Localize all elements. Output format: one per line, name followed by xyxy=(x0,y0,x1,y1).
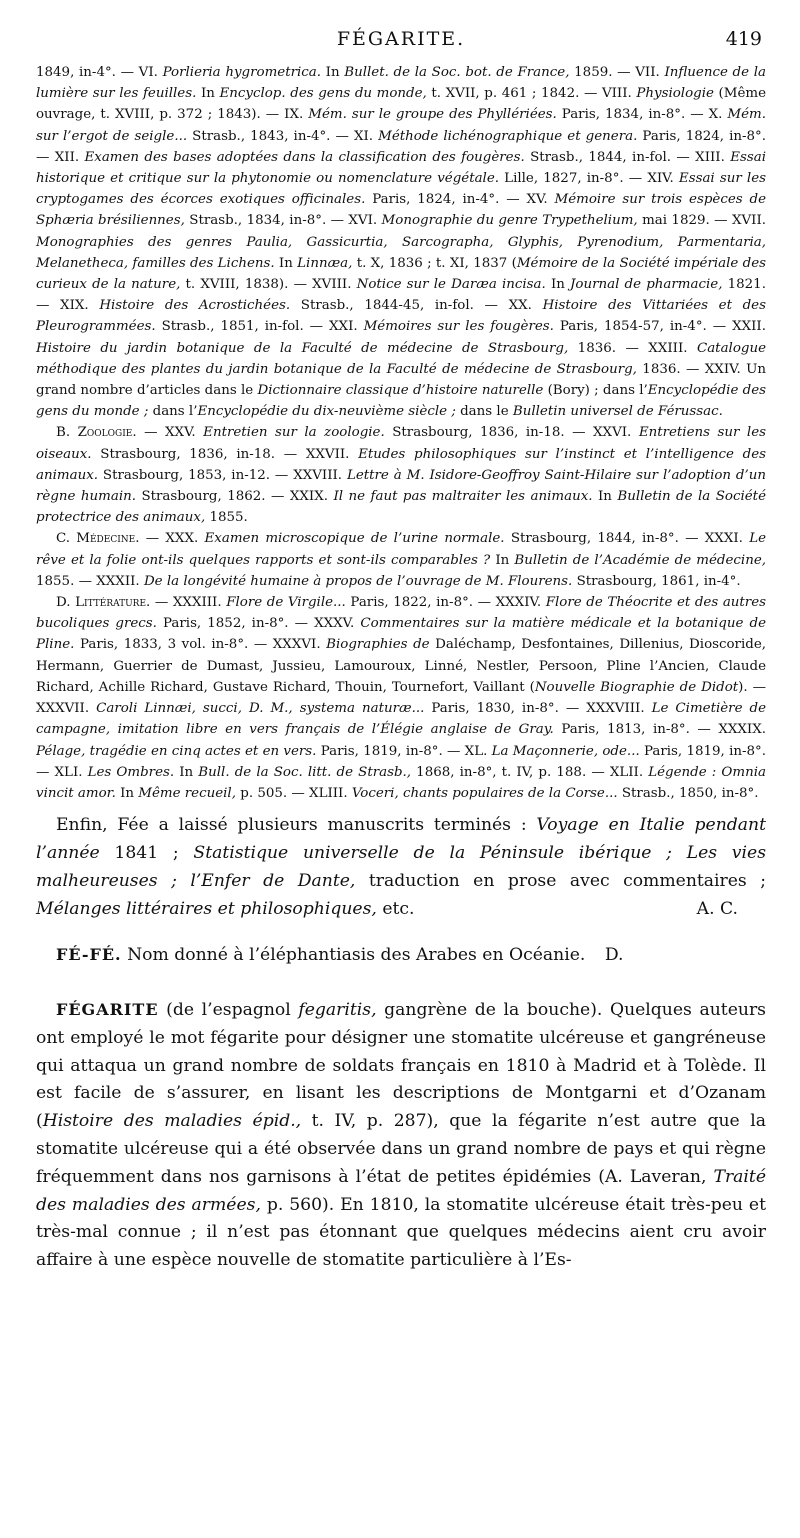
entry-fegarite xyxy=(36,996,766,1275)
bibliography-litterature: D. Littérature. — XXXIII. Flore de Virgile... Paris, 1822, in-8°. — XXXIV. Flore de Théocrite et des autres bucoliques grecs. Paris, 1852, in-8°. — XXXV. Commentaires sur la matière médicale et la botanique de Pline. Paris, 1833, 3 vol. in-8°. — XXXVI. Biographies de Daléchamp, Desfontaines, Dillenius, Dioscoride, Hermann, Guerrier de Dumast, Jussieu, Lamouroux, Linné, Nestler, Persoon, Pline l’Ancien, Claude Richard, Achille Richard, Gustave Richard, Thouin, Tournefort, Vaillant (Nouvelle Biographie de Didot). — XXXVII. Caroli Linnæi, succi, D. M., systema naturæ... Paris, 1830, in-8°. — XXXVIII. Le Cimetière de campagne, imitation libre en vers français de l’Élégie anglaise de Gray. Paris, 1813, in-8°. — XXXIX. Pélage, tragédie en cinq actes et en vers. Paris, 1819, in-8°. — XL. La Maçonnerie, ode... Paris, 1819, in-8°. — XLI. Les Ombres. In Bull. de la Soc. litt. de Strasb., 1868, in-8°, t. IV, p. 188. — XLII. Légende : Omnia vincit amor. In Même recueil, p. 505. — XLIII. Voceri, chants populaires de la Corse... Strasb., 1850, in-8°. xyxy=(36,595,767,801)
entry-fegarite-text: (de l’espagnol fegaritis, gangrène de la bouche). Quelques auteurs ont employé le mot fégarite pour désigner une stomatite ulcéreuse et gangréneuse qui attaqua un grand nombre de soldats français en 1810 à Madrid et à Tolède. Il est facile de s’assurer, en lisant les descriptions de Montgarni et d’Ozanam (Histoire des maladies épid., t. IV, p. 287), que la fégarite n’est autre que la stomatite ulcéreuse qui a été observée dans un grand nombre de pays et qui règne fréquemment dans nos garnisons à l’état de petites épidémies (A. Laveran, Traité des maladies des armées, p. 560). En 1810, la stomatite ulcéreuse était très-peu et très-mal connue ; il n’est pas étonnant que quelques médecins aient cru avoir affaire à une espèce nouvelle de stomatite particulière à l’Es- xyxy=(36,1000,767,1271)
headword-fe-fe: FÉ-FÉ. xyxy=(56,945,122,965)
page-number: 419 xyxy=(725,28,762,50)
entry-fe-fe-signature: D. xyxy=(604,945,624,966)
entry-fe-fe xyxy=(36,941,766,970)
bibliography-zoologie: B. Zoologie. — XXV. Entretien sur la zoologie. Strasbourg, 1836, in-18. — XXVI. Entretiens sur les oiseaux. Strasbourg, 1836, in-18. — XXVII. Etudes philosophiques sur l’instinct et l’intelligence des animaux. Strasbourg, 1853, in-12. — XXVIII. Lettre à M. Isidore-Geoffroy Saint-Hilaire sur l’adoption d’un règne humain. Strasbourg, 1862. — XXIX. Il ne faut pas maltraiter les animaux. In Bulletin de la Société protectrice des animaux, 1855. xyxy=(36,425,766,526)
article-body xyxy=(36,812,766,1275)
bibliography xyxy=(36,62,766,804)
running-header xyxy=(36,28,766,58)
bibliography-medecine: C. Médecine. — XXX. Examen microscopique de l’urine normale. Strasbourg, 1844, in-8°. — XXXI. Le rêve et la folie ont-ils quelques rapports et sont-ils comparables ? In Bulletin de l’Académie de médecine, 1855. — XXXII. De la longévité humaine à propos de l’ouvrage de M. Flourens. Strasbourg, 1861, in-4°. xyxy=(36,531,767,589)
conclusion-paragraph xyxy=(36,812,766,923)
conclusion-signature: A. C. xyxy=(696,898,738,919)
headword-fegarite: FÉGARITE xyxy=(56,1000,159,1020)
entry-fe-fe-text: Nom donné à l’éléphantiasis des Arabes en Océanie. xyxy=(127,945,586,966)
running-title: FÉGARITE. xyxy=(336,28,466,50)
conclusion-text: Enfin, Fée a laissé plusieurs manuscrits terminés : Voyage en Italie pendant l’année 1841 ; Statistique universelle de la Péninsule ibérique ; Les vies malheureuses ; l’Enfer de Dante, traduction en prose avec commentaires ; Mélanges littéraires et philosophiques, etc. xyxy=(36,815,767,919)
bibliography-botanique: 1849, in-4°. — VI. Porlieria hygrometrica. In Bullet. de la Soc. bot. de France, 1859. — VII. Influence de la lumière sur les feuilles. In Encyclop. des gens du monde, t. XVII, p. 461 ; 1842. — VIII. Physiologie (Même ouvrage, t. XVIII, p. 372 ; 1843). — IX. Mém. sur le groupe des Phyllériées. Paris, 1834, in-8°. — X. Mém. sur l’ergot de seigle... Strasb., 1843, in-4°. — XI. Méthode lichénographique et genera. Paris, 1824, in-8°. — XII. Examen des bases adoptées dans la classification des fougères. Strasb., 1844, in-fol. — XIII. Essai historique et critique sur la phytonomie ou nomenclature végétale. Lille, 1827, in-8°. — XIV. Essai sur les cryptogames des écorces exotiques officinales. Paris, 1824, in-4°. — XV. Mémoire sur trois espèces de Sphæria brésiliennes, Strasb., 1834, in-8°. — XVI. Monographie du genre Trypethelium, mai 1829. — XVII. Monographies des genres Paulia, Gassicurtia, Sarcographa, Glyphis, Pyrenodium, Parmentaria, Melanetheca, familles des Lichens. In Linnæa, t. X, 1836 ; t. XI, 1837 (Mémoire de la Société impériale des curieux de la nature, t. XVIII, 1838). — XVIII. Notice sur le Daræa incisa. In Journal de pharmacie, 1821. — XIX. Histoire des Acrostichées. Strasb., 1844-45, in-fol. — XX. Histoire des Vittariées et des Pleurogrammées. Strasb., 1851, in-fol. — XXI. Mémoires sur les fougères. Paris, 1854-57, in-4°. — XXII. Histoire du jardin botanique de la Faculté de médecine de Strasbourg, 1836. — XXIII. Catalogue méthodique des plantes du jardin botanique de la Faculté de médecine de Strasbourg, 1836. — XXIV. Un grand nombre d’articles dans le Dictionnaire classique d’histoire naturelle (Bory) ; dans l’Encyclopédie des gens du monde ; dans l’Encyclopédie du dix-neuvième siècle ; dans le Bulletin universel de Férussac. xyxy=(36,65,767,420)
